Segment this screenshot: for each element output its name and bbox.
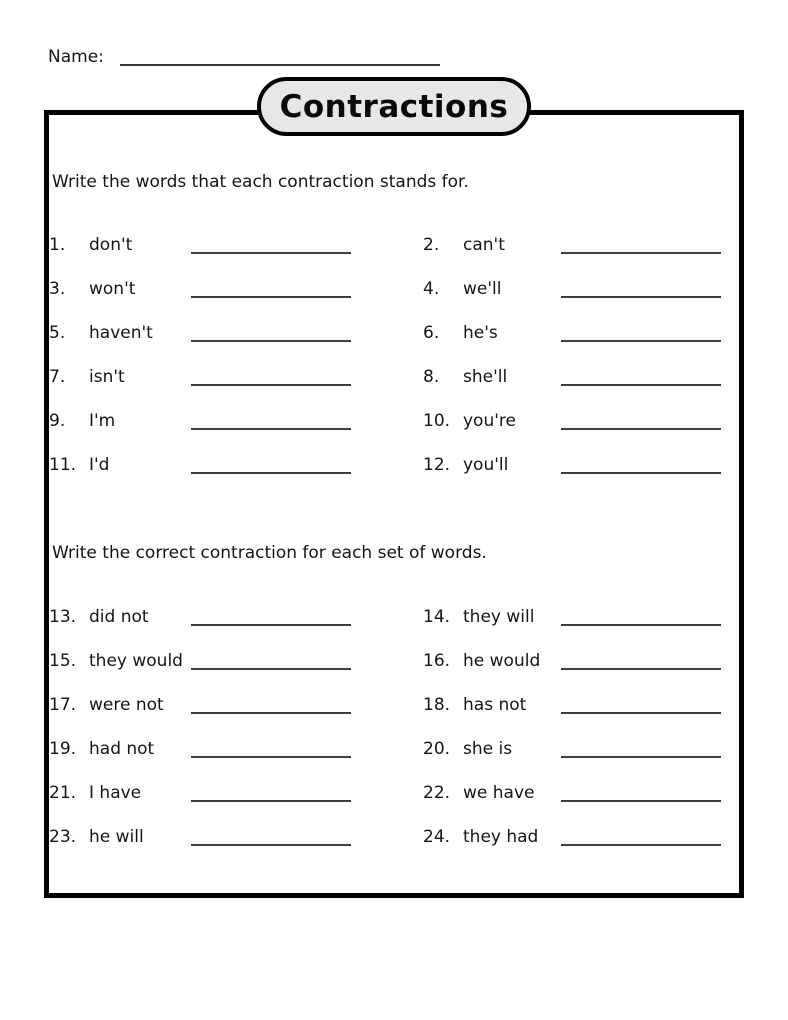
item-number: 5. [49, 323, 66, 343]
item-word: can't [463, 235, 505, 255]
item-word: he would [463, 651, 541, 671]
item-number: 1. [49, 235, 66, 255]
item-number: 15. [49, 651, 77, 671]
item-word: haven't [89, 323, 153, 343]
item-number: 20. [423, 739, 451, 759]
item-number: 6. [423, 323, 440, 343]
item-16 [423, 639, 721, 683]
item-23 [49, 815, 351, 859]
item-10 [423, 399, 721, 443]
item-word: you'll [463, 455, 509, 475]
item-number: 17. [49, 695, 77, 715]
answer-blank[interactable] [191, 282, 351, 298]
item-7 [49, 355, 351, 399]
answer-blank[interactable] [561, 654, 721, 670]
answer-blank[interactable] [191, 414, 351, 430]
answer-blank[interactable] [191, 326, 351, 342]
item-number: 21. [49, 783, 77, 803]
name-write-in-line[interactable] [120, 48, 440, 66]
item-2 [423, 223, 721, 267]
item-number: 4. [423, 279, 440, 299]
answer-blank[interactable] [191, 238, 351, 254]
item-word: has not [463, 695, 527, 715]
answer-blank[interactable] [561, 326, 721, 342]
item-4 [423, 267, 721, 311]
item-number: 8. [423, 367, 440, 387]
item-word: I'm [89, 411, 116, 431]
item-number: 11. [49, 455, 77, 475]
item-number: 12. [423, 455, 451, 475]
answer-blank[interactable] [191, 610, 351, 626]
item-number: 7. [49, 367, 66, 387]
answer-blank[interactable] [561, 458, 721, 474]
item-19 [49, 727, 351, 771]
item-8 [423, 355, 721, 399]
item-11 [49, 443, 351, 487]
item-15 [49, 639, 351, 683]
item-word: she is [463, 739, 513, 759]
item-word: isn't [89, 367, 125, 387]
answer-blank[interactable] [561, 370, 721, 386]
worksheet-box [44, 110, 744, 898]
answer-blank[interactable] [561, 786, 721, 802]
item-word: he's [463, 323, 498, 343]
item-13 [49, 595, 351, 639]
answer-blank[interactable] [561, 830, 721, 846]
answer-blank[interactable] [191, 742, 351, 758]
item-18 [423, 683, 721, 727]
answer-blank[interactable] [561, 282, 721, 298]
item-number: 24. [423, 827, 451, 847]
item-word: they will [463, 607, 535, 627]
item-word: did not [89, 607, 149, 627]
answer-blank[interactable] [561, 698, 721, 714]
item-number: 14. [423, 607, 451, 627]
section1-items [49, 223, 721, 487]
item-3 [49, 267, 351, 311]
item-number: 18. [423, 695, 451, 715]
item-22 [423, 771, 721, 815]
item-word: won't [89, 279, 136, 299]
item-word: they had [463, 827, 539, 847]
item-number: 2. [423, 235, 440, 255]
page-title: Contractions [279, 88, 509, 125]
item-word: we'll [463, 279, 502, 299]
name-row [48, 44, 440, 67]
item-word: I'd [89, 455, 110, 475]
item-word: she'll [463, 367, 508, 387]
answer-blank[interactable] [191, 830, 351, 846]
item-word: he will [89, 827, 144, 847]
answer-blank[interactable] [561, 414, 721, 430]
item-21 [49, 771, 351, 815]
section2-instruction: Write the correct contraction for each set of words. [52, 543, 487, 563]
item-word: I have [89, 783, 142, 803]
item-number: 19. [49, 739, 77, 759]
answer-blank[interactable] [561, 742, 721, 758]
item-17 [49, 683, 351, 727]
name-label: Name: [48, 47, 104, 67]
section1-instruction: Write the words that each contraction stands for. [52, 172, 469, 192]
answer-blank[interactable] [191, 370, 351, 386]
item-number: 10. [423, 411, 451, 431]
answer-blank[interactable] [191, 786, 351, 802]
item-6 [423, 311, 721, 355]
item-word: we have [463, 783, 535, 803]
item-number: 9. [49, 411, 66, 431]
item-word: they would [89, 651, 183, 671]
item-5 [49, 311, 351, 355]
answer-blank[interactable] [561, 610, 721, 626]
title-pill [257, 77, 531, 136]
item-20 [423, 727, 721, 771]
answer-blank[interactable] [191, 698, 351, 714]
answer-blank[interactable] [191, 458, 351, 474]
item-number: 23. [49, 827, 77, 847]
section2-items [49, 595, 721, 859]
item-number: 3. [49, 279, 66, 299]
item-word: had not [89, 739, 155, 759]
item-14 [423, 595, 721, 639]
item-word: you're [463, 411, 516, 431]
answer-blank[interactable] [191, 654, 351, 670]
item-24 [423, 815, 721, 859]
item-number: 13. [49, 607, 77, 627]
answer-blank[interactable] [561, 238, 721, 254]
item-number: 22. [423, 783, 451, 803]
item-9 [49, 399, 351, 443]
item-number: 16. [423, 651, 451, 671]
item-word: don't [89, 235, 133, 255]
item-1 [49, 223, 351, 267]
item-12 [423, 443, 721, 487]
item-word: were not [89, 695, 164, 715]
